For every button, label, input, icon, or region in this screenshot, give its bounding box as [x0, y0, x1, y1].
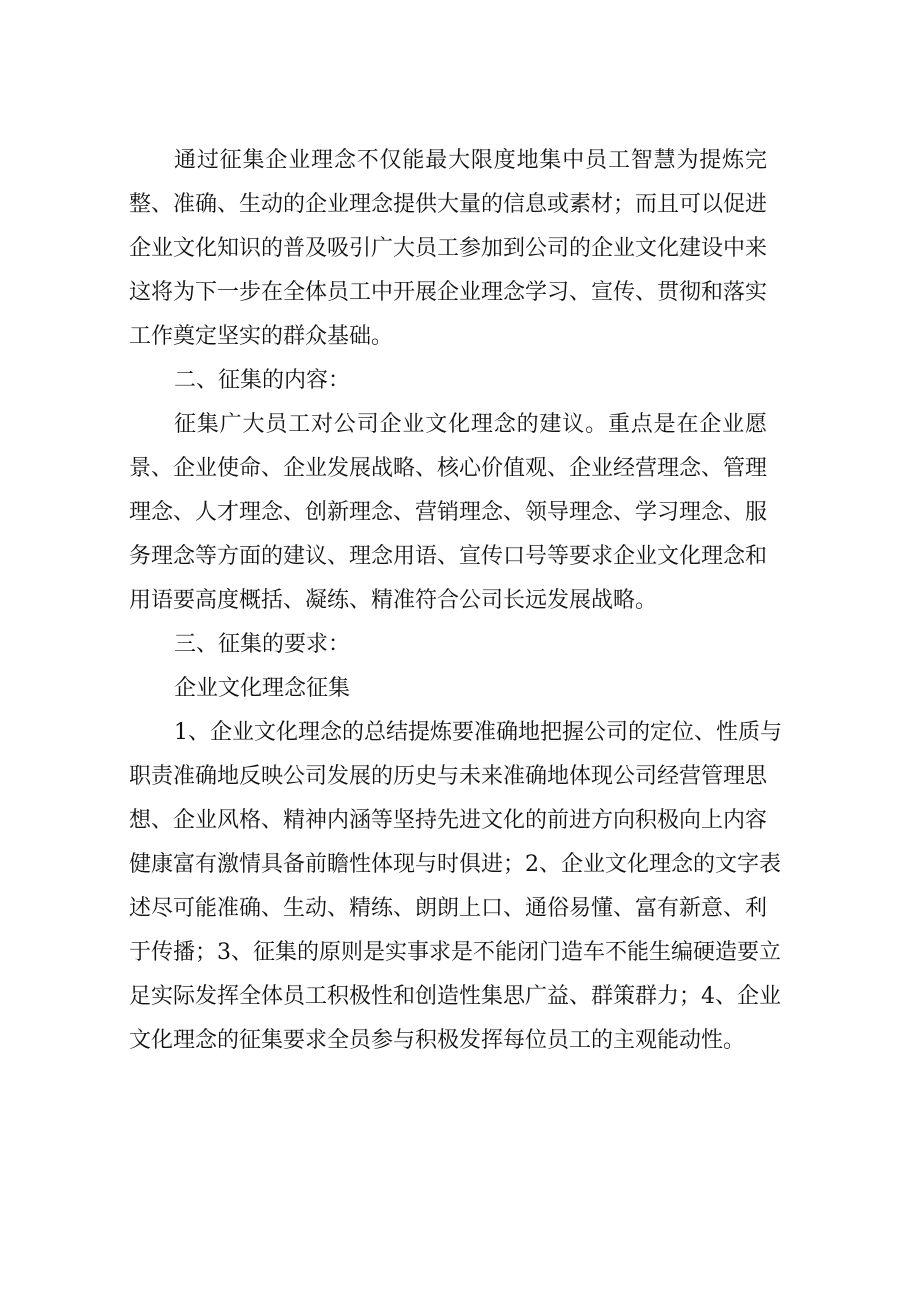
- paragraph-3-line-3: 想、企业风格、精神内涵等坚持先进文化的前进方向积极向上内容: [129, 808, 768, 833]
- paragraph-1-line-1: 通过征集企业理念不仅能最大限度地集中员工智慧为提炼完: [174, 148, 767, 173]
- paragraph-3-line-1: 1、企业文化理念的总结提炼要准确地把握公司的定位、性质与: [174, 720, 782, 745]
- section-heading-requirements: 三、征集的要求：: [174, 632, 351, 657]
- paragraph-2-line-5: 用语要高度概括、凝练、精准符合公司长远发展战略。: [129, 588, 658, 613]
- subheading-collection: 企业文化理念征集: [174, 676, 351, 701]
- paragraph-3-line-2: 职责准确地反映公司发展的历史与未来准确地体现公司经营管理思: [129, 764, 768, 789]
- paragraph-2-line-1: 征集广大员工对公司企业文化理念的建议。重点是在企业愿: [174, 412, 767, 437]
- paragraph-3-line-4: 健康富有激情具备前瞻性体现与时俱进；2、企业文化理念的文字表: [129, 852, 781, 877]
- section-heading-content: 二、征集的内容：: [174, 368, 351, 393]
- paragraph-1-line-3: 企业文化知识的普及吸引广大员工参加到公司的企业文化建设中来: [129, 236, 768, 261]
- paragraph-1-line-5: 工作奠定坚实的群众基础。: [129, 324, 394, 349]
- paragraph-2-line-4: 务理念等方面的建议、理念用语、宣传口号等要求企业文化理念和: [129, 544, 768, 569]
- paragraph-1-line-4: 这将为下一步在全体员工中开展企业理念学习、宣传、贯彻和落实: [129, 280, 768, 305]
- paragraph-3-line-7: 足实际发挥全体员工积极性和创造性集思广益、群策群力；4、企业: [129, 984, 781, 1009]
- paragraph-2-line-2: 景、企业使命、企业发展战略、核心价值观、企业经营理念、管理: [129, 456, 768, 481]
- paragraph-3-line-5: 述尽可能准确、生动、精练、朗朗上口、通俗易懂、富有新意、利: [129, 896, 768, 921]
- paragraph-3-line-6: 于传播；3、征集的原则是实事求是不能闭门造车不能生编硬造要立: [129, 940, 781, 965]
- paragraph-3-line-8: 文化理念的征集要求全员参与积极发挥每位员工的主观能动性。: [129, 1028, 746, 1053]
- paragraph-2-line-3: 理念、人才理念、创新理念、营销理念、领导理念、学习理念、服: [129, 500, 768, 525]
- paragraph-1-line-2: 整、准确、生动的企业理念提供大量的信息或素材；而且可以促进: [129, 192, 768, 217]
